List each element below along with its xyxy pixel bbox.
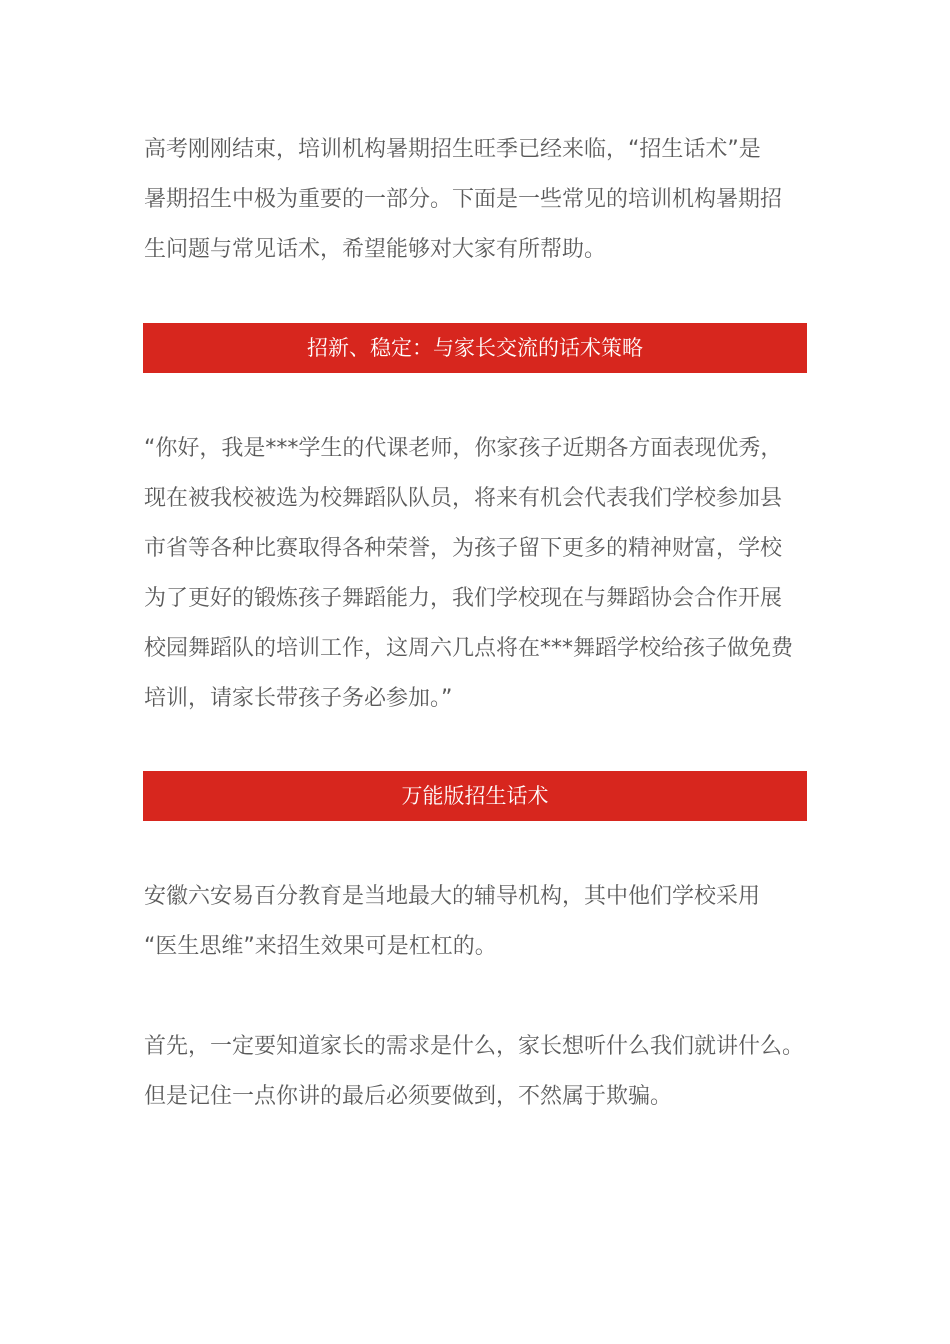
body-paragraph-1 (144, 872, 808, 972)
body-line: 但是记住一点你讲的最后必须要做到，不然属于欺骗。 (144, 1084, 673, 1109)
quote-line: 市省等各种比赛取得各种荣誉，为孩子留下更多的精神财富，学校 (144, 536, 783, 561)
intro-line: 生问题与常见话术，希望能够对大家有所帮助。 (144, 237, 607, 262)
intro-paragraph (144, 125, 808, 275)
intro-line: 暑期招生中极为重要的一部分。下面是一些常见的培训机构暑期招 (144, 187, 783, 212)
body-line: 安徽六安易百分教育是当地最大的辅导机构，其中他们学校采用 (144, 884, 761, 909)
body-line: 首先，一定要知道家长的需求是什么，家长想听什么我们就讲什么。 (144, 1034, 805, 1059)
quote-line: 现在被我校被选为校舞蹈队队员，将来有机会代表我们学校参加县 (144, 486, 783, 511)
quote-line: 为了更好的锻炼孩子舞蹈能力，我们学校现在与舞蹈协会合作开展 (144, 586, 783, 611)
section-banner-recruit: 招新、稳定：与家长交流的话术策略 (143, 323, 807, 373)
quote-line: “你好，我是***学生的代课老师，你家孩子近期各方面表现优秀， (144, 436, 783, 461)
quote-paragraph (144, 424, 808, 724)
body-line: “医生思维”来招生效果可是杠杠的。 (144, 934, 497, 959)
section-banner-universal: 万能版招生话术 (143, 771, 807, 821)
intro-line: 高考刚刚结束，培训机构暑期招生旺季已经来临，“招生话术”是 (144, 137, 761, 162)
body-paragraph-2 (144, 1022, 808, 1122)
quote-line: 校园舞蹈队的培训工作，这周六几点将在***舞蹈学校给孩子做免费 (144, 636, 794, 661)
quote-line: 培训，请家长带孩子务必参加。” (144, 686, 453, 711)
